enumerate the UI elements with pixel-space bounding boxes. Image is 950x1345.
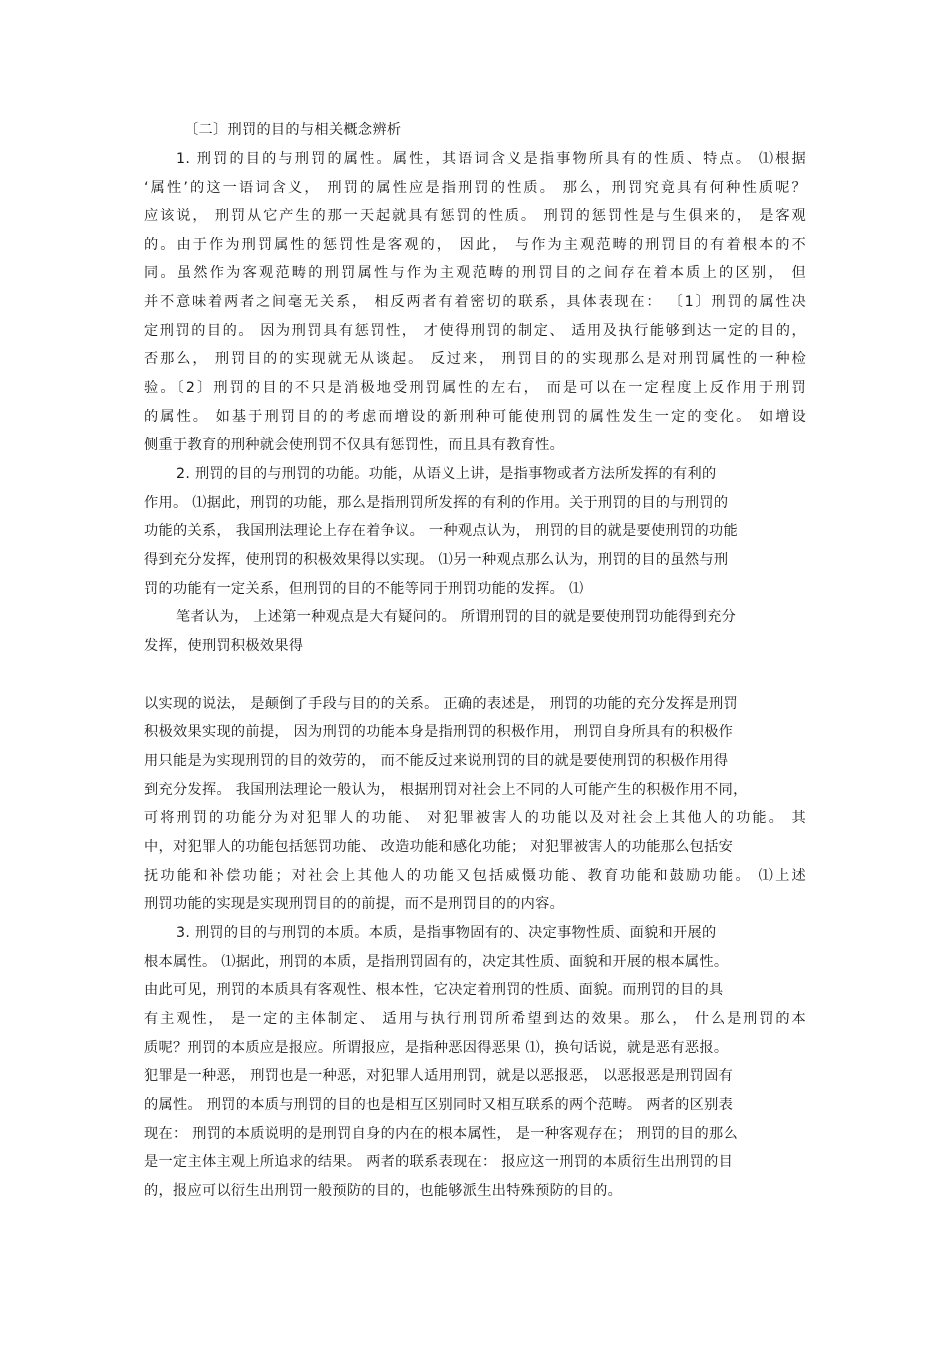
paragraph-line: 现在： 刑罚的本质说明的是刑罚自身的内在的根本属性， 是一种客观存在； 刑罚的目的那么 [144,1126,738,1142]
paragraph-line: 得到充分发挥，使刑罚的积极效果得以实现。 ⑴另一种观点那么认为，刑罚的目的虽然与刑 [144,552,729,568]
paragraph-line: 验。〔2〕刑罚的目的不只是消极地受刑罚属性的左右， 而是可以在一定程度上反作用于刑罚 [144,380,806,396]
paragraph-line: 否那么， 刑罚目的的实现就无从谈起。 反过来， 刑罚目的的实现那么是对刑罚属性的一种检 [144,351,806,367]
paragraph-line: 的属性。 如基于刑罚目的的考虑而增设的新刑种可能使刑罚的属性发生一定的变化。 如增设 [144,409,806,425]
paragraph-line: 笔者认为， 上述第一种观点是大有疑问的。 所谓刑罚的目的就是要使刑罚功能得到充分 [176,609,737,625]
paragraph-line: 中，对犯罪人的功能包括惩罚功能、 改造功能和感化功能； 对犯罪被害人的功能那么包括安 [144,839,734,855]
paragraph-line: 3. 刑罚的目的与刑罚的本质。本质，是指事物固有的、决定事物性质、面貌和开展的 [176,925,717,941]
paragraph-line: 功能的关系， 我国刑法理论上存在着争议。 一种观点认为， 刑罚的目的就是要使刑罚的功能 [144,523,738,539]
paragraph-line: 的，报应可以衍生出刑罚一般预防的目的，也能够派生出特殊预防的目的。 [144,1183,623,1199]
paragraph-line: 根本属性。 ⑴据此，刑罚的本质，是指刑罚固有的，决定其性质、面貌和开展的根本属性。 [144,954,729,970]
paragraph-line: 抚功能和补偿功能；对社会上其他人的功能又包括威慑功能、教育功能和鼓励功能。 ⑴上述 [144,868,806,884]
paragraph-line: 以实现的说法， 是颠倒了手段与目的的关系。 正确的表述是， 刑罚的功能的充分发挥是刑罚 [144,696,738,712]
paragraph-line: 并不意味着两者之间毫无关系， 相反两者有着密切的联系，具体表现在： 〔1〕刑罚的属性决 [144,294,806,310]
section-heading: 〔二〕刑罚的目的与相关概念辨析 [184,122,402,138]
paragraph-line: 积极效果实现的前提， 因为刑罚的功能本身是指刑罚的积极作用， 刑罚自身所具有的积极作 [144,724,734,740]
paragraph-line: 有主观性， 是一定的主体制定、 适用与执行刑罚所希望到达的效果。那么， 什么是刑罚的本 [144,1011,806,1027]
paragraph-line: 犯罪是一种恶， 刑罚也是一种恶，对犯罪人适用刑罚，就是以恶报恶， 以恶报恶是刑罚固有 [144,1068,734,1084]
paragraph-line: 可将刑罚的功能分为对犯罪人的功能、 对犯罪被害人的功能以及对社会上其他人的功能。 其 [144,810,806,826]
paragraph-line: 由此可见，刑罚的本质具有客观性、根本性，它决定着刑罚的性质、面貌。而刑罚的目的具 [144,982,724,998]
paragraph-line: 作用。 ⑴据此，刑罚的功能，那么是指刑罚所发挥的有利的作用。关于刑罚的目的与刑罚的 [144,495,729,511]
paragraph-line: 侧重于教育的刑种就会使刑罚不仅具有惩罚性，而且具有教育性。 [144,437,565,453]
paragraph-line: 到充分发挥。 我国刑法理论一般认为， 根据刑罚对社会上不同的人可能产生的积极作用不同， [144,782,748,798]
paragraph-line: 的。由于作为刑罚属性的惩罚性是客观的， 因此， 与作为主观范畴的刑罚目的有着根本的不 [144,237,806,253]
paragraph-line: 的属性。 刑罚的本质与刑罚的目的也是相互区别同时又相互联系的两个范畴。 两者的区别表 [144,1097,734,1113]
paragraph-line: 刑罚功能的实现是实现刑罚目的的前提，而不是刑罚目的的内容。 [144,896,565,912]
paragraph-line: 1. 刑罚的目的与刑罚的属性。属性，其语词含义是指事物所具有的性质、特点。 ⑴根据 [176,151,806,167]
paragraph-line: 用只能是为实现刑罚的目的效劳的， 而不能反过来说刑罚的目的就是要使刑罚的积极作用得 [144,753,729,769]
paragraph-line: 应该说， 刑罚从它产生的那一天起就具有惩罚的性质。 刑罚的惩罚性是与生俱来的， 是客观 [144,208,806,224]
paragraph-line: 发挥，使刑罚积极效果得 [144,638,304,654]
paragraph-line: 是一定主体主观上所追求的结果。 两者的联系表现在： 报应这一刑罚的本质衍生出刑罚的目 [144,1154,734,1170]
paragraph-line: 罚的功能有一定关系，但刑罚的目的不能等同于刑罚功能的发挥。 ⑴ [144,581,584,597]
paragraph-line: 质呢？刑罚的本质应是报应。所谓报应，是指种恶因得恶果 ⑴，换句话说，就是恶有恶报。 [144,1040,729,1056]
paragraph-line: 2. 刑罚的目的与刑罚的功能。功能，从语义上讲，是指事物或者方法所发挥的有利的 [176,466,717,482]
paragraph-line: 定刑罚的目的。 因为刑罚具有惩罚性， 才使得刑罚的制定、 适用及执行能够到达一定的目的， [144,323,806,339]
paragraph-line: 同。虽然作为客观范畴的刑罚属性与作为主观范畴的刑罚目的之间存在着本质上的区别， 但 [144,265,806,281]
paragraph-line: ‘属性’的这一语词含义， 刑罚的属性应是指刑罚的性质。 那么，刑罚究竟具有何种性质呢？ [144,180,806,196]
